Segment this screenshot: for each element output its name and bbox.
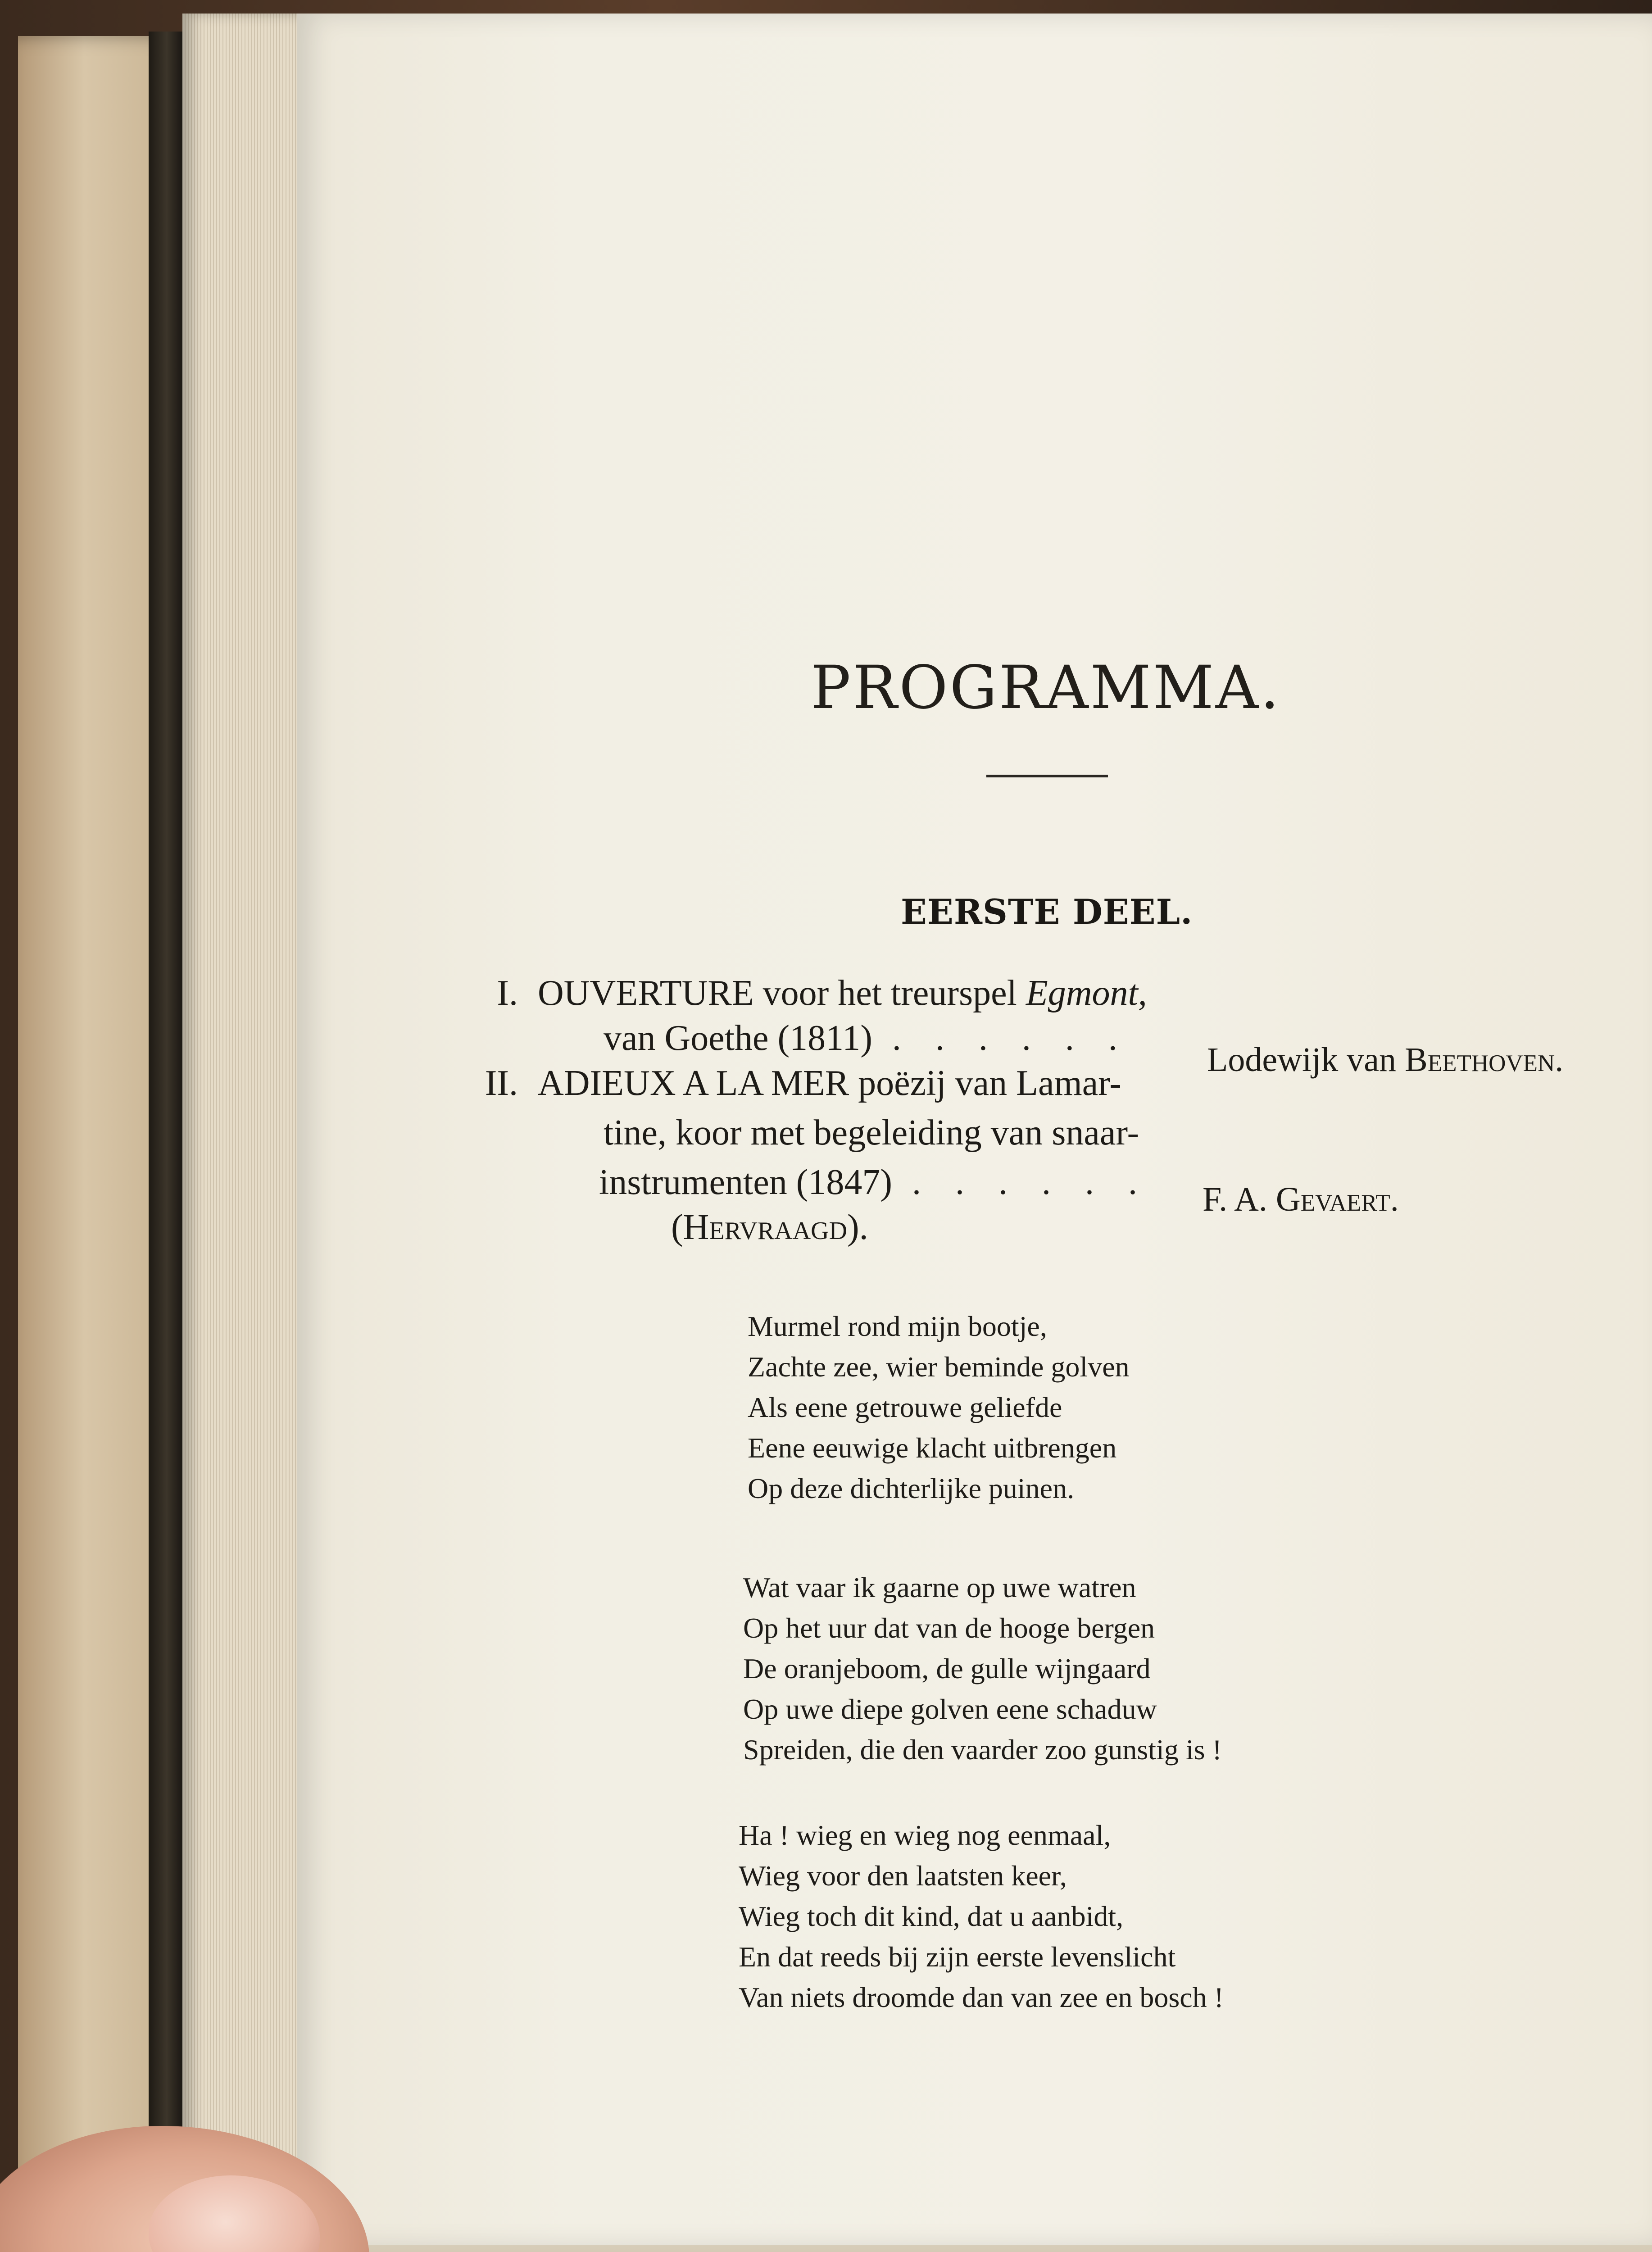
item-2-line-1 <box>468 1063 1121 1104</box>
poem-stanza-1 <box>748 1306 1130 1509</box>
item-2-composer-last: Gevaert. <box>1275 1180 1399 1218</box>
poem-line: Als eene getrouwe geliefde <box>748 1391 1062 1423</box>
poem-line: Wat vaar ik gaarne op uwe watren <box>743 1571 1136 1603</box>
section-heading: EERSTE DEEL. <box>901 892 1193 932</box>
title-rule <box>986 775 1108 777</box>
item-2-line-2 <box>604 1112 1139 1153</box>
poem-line: Op uwe diepe golven eene schaduw <box>743 1693 1157 1725</box>
program-page <box>297 14 1652 2247</box>
item-1-leader-dots: . . . . . . <box>892 1018 1130 1058</box>
poem-line: En dat reeds bij zijn eerste levenslicht <box>739 1941 1176 1973</box>
item-2-description: poëzij van Lamar- <box>858 1063 1121 1103</box>
poem-line: De oranjeboom, de gulle wijngaard <box>743 1653 1151 1684</box>
poem-stanza-2 <box>743 1567 1222 1770</box>
poem-line: Ha ! wieg en wieg nog eenmaal, <box>739 1819 1111 1851</box>
page-stack-edges <box>182 14 300 2252</box>
item-2-line-3 <box>599 1162 1150 1203</box>
poem-line: Wieg toch dit kind, dat u aanbidt, <box>739 1900 1124 1932</box>
item-1-work: Egmont, <box>1026 973 1147 1013</box>
item-1-composer <box>1207 1040 1563 1080</box>
poem-line: Zachte zee, wier beminde golven <box>748 1351 1130 1383</box>
item-1-composer-first: Lodewijk van <box>1207 1041 1397 1079</box>
book-gutter <box>149 32 185 2252</box>
poem-line: Wieg voor den laatsten keer, <box>739 1860 1067 1892</box>
item-1-composer-last: Beethoven. <box>1405 1041 1564 1079</box>
item-1-line-2 <box>604 1018 1130 1059</box>
item-1-numeral: I. <box>497 973 518 1013</box>
item-2-line-4: (Hervraagd). <box>671 1208 868 1247</box>
item-1-description: voor het treurspel <box>762 973 1017 1013</box>
poem-stanza-3 <box>739 1815 1224 2018</box>
item-1-line-1 <box>477 973 1147 1014</box>
item-2-composer-first: F. A. <box>1203 1180 1267 1218</box>
item-1-title: OUVERTURE <box>538 973 754 1013</box>
item-2-title: ADIEUX A LA MER <box>538 1063 849 1103</box>
poem-line: Op het uur dat van de hooge bergen <box>743 1612 1155 1644</box>
poem-line: Eene eeuwige klacht uitbrengen <box>748 1432 1117 1464</box>
item-1-author: van Goethe (1811) <box>604 1018 872 1058</box>
poem-line: Murmel rond mijn bootje, <box>748 1310 1047 1342</box>
item-2-leader-dots: . . . . . . <box>912 1162 1150 1202</box>
item-2-numeral: II. <box>485 1063 518 1103</box>
item-2-text-line-3: instrumenten (1847) <box>599 1162 892 1202</box>
poem-line: Op deze dichterlijke puinen. <box>748 1472 1075 1504</box>
page-title: PROGRAMMA. <box>811 653 1281 722</box>
poem-line: Van niets droomde dan van zee en bosch ! <box>739 1981 1224 2013</box>
page-bottom-edge <box>297 2245 1652 2252</box>
item-2-composer <box>1203 1180 1399 1219</box>
poem-line: Spreiden, die den vaarder zoo gunstig is ! <box>743 1734 1222 1766</box>
item-2-encore-note: Hervraagd <box>683 1208 848 1247</box>
item-2-text-line-2: tine, koor met begeleiding van snaar- <box>604 1113 1139 1153</box>
